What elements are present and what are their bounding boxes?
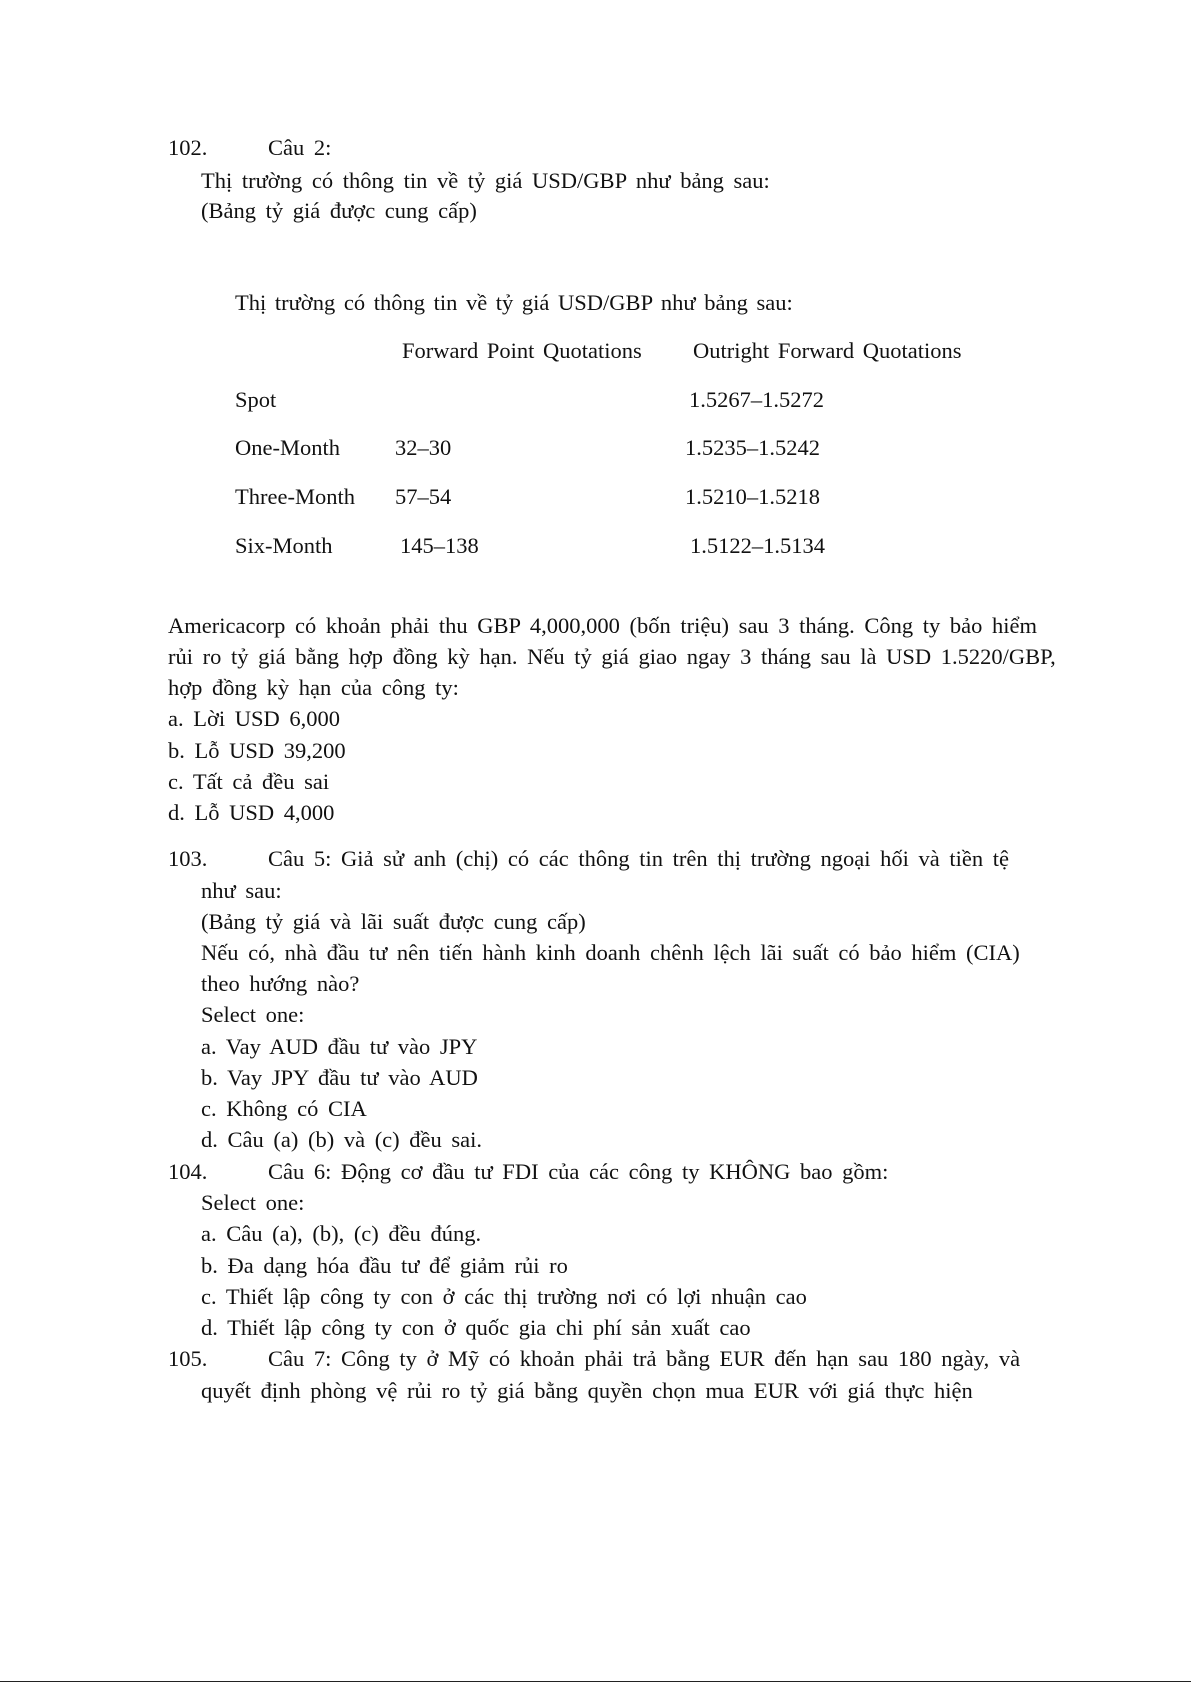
- row-label: One-Month: [235, 435, 340, 460]
- paragraph-line: hợp đồng kỳ hạn của công ty:: [168, 675, 459, 700]
- page-bottom-rule: [0, 1681, 1191, 1682]
- row-outright: 1.5122–1.5134: [690, 533, 825, 558]
- table-caption: Thị trường có thông tin về tỷ giá USD/GBP như bảng sau:: [235, 290, 793, 315]
- question-intro: Thị trường có thông tin về tỷ giá USD/GBP như bảng sau:: [201, 168, 770, 193]
- answer-option-a: a. Lời USD 6,000: [168, 706, 341, 731]
- question-note: (Bảng tỷ giá và lãi suất được cung cấp): [201, 909, 586, 934]
- answer-option-c: c. Thiết lập công ty con ở các thị trường nơi có lợi nhuận cao: [201, 1284, 807, 1309]
- question-title: Câu 6: Động cơ đầu tư FDI của các công ty KHÔNG bao gồm:: [268, 1159, 889, 1184]
- col-header-outright: Outright Forward Quotations: [693, 338, 962, 363]
- question-title: Câu 5: Giả sử anh (chị) có các thông tin trên thị trường ngoại hối và tiền tệ: [268, 846, 1009, 871]
- answer-option-c: c. Không có CIA: [201, 1096, 367, 1121]
- row-points: 57–54: [395, 484, 452, 509]
- paragraph-line: rủi ro tỷ giá bằng hợp đồng kỳ hạn. Nếu tỷ giá giao ngay 3 tháng sau là USD 1.5220/GBP,: [168, 644, 1056, 669]
- question-number: 102.: [168, 135, 208, 160]
- col-header-forward-points: Forward Point Quotations: [402, 338, 642, 363]
- question-note: (Bảng tỷ giá được cung cấp): [201, 198, 477, 223]
- row-points: 32–30: [395, 435, 452, 460]
- row-label: Three-Month: [235, 484, 355, 509]
- select-one-label: Select one:: [201, 1190, 305, 1215]
- answer-option-c: c. Tất cả đều sai: [168, 769, 330, 794]
- question-title-cont: quyết định phòng vệ rủi ro tỷ giá bằng quyền chọn mua EUR với giá thực hiện: [201, 1378, 973, 1403]
- row-points: 145–138: [400, 533, 479, 558]
- answer-option-b: b. Vay JPY đầu tư vào AUD: [201, 1065, 478, 1090]
- row-outright: 1.5267–1.5272: [689, 387, 824, 412]
- question-number: 105.: [168, 1346, 208, 1371]
- row-label: Spot: [235, 387, 277, 412]
- answer-option-d: d. Câu (a) (b) và (c) đều sai.: [201, 1127, 483, 1152]
- question-title-cont: như sau:: [201, 878, 282, 903]
- answer-option-d: d. Lỗ USD 4,000: [168, 800, 335, 825]
- question-number: 103.: [168, 846, 208, 871]
- answer-option-b: b. Đa dạng hóa đầu tư để giảm rủi ro: [201, 1253, 568, 1278]
- question-title: Câu 2:: [268, 135, 332, 160]
- answer-option-a: a. Câu (a), (b), (c) đều đúng.: [201, 1221, 482, 1246]
- row-label: Six-Month: [235, 533, 333, 558]
- select-one-label: Select one:: [201, 1002, 305, 1027]
- row-outright: 1.5210–1.5218: [685, 484, 820, 509]
- row-outright: 1.5235–1.5242: [685, 435, 820, 460]
- answer-option-a: a. Vay AUD đầu tư vào JPY: [201, 1034, 478, 1059]
- answer-option-b: b. Lỗ USD 39,200: [168, 738, 346, 763]
- question-text: theo hướng nào?: [201, 971, 360, 996]
- question-text: Nếu có, nhà đầu tư nên tiến hành kinh doanh chênh lệch lãi suất có bảo hiểm (CIA): [201, 940, 1020, 965]
- answer-option-d: d. Thiết lập công ty con ở quốc gia chi phí sản xuất cao: [201, 1315, 751, 1340]
- question-title: Câu 7: Công ty ở Mỹ có khoản phải trả bằng EUR đến hạn sau 180 ngày, và: [268, 1346, 1021, 1371]
- question-number: 104.: [168, 1159, 208, 1184]
- paragraph-line: Americacorp có khoản phải thu GBP 4,000,000 (bốn triệu) sau 3 tháng. Công ty bảo hiểm: [168, 613, 1038, 638]
